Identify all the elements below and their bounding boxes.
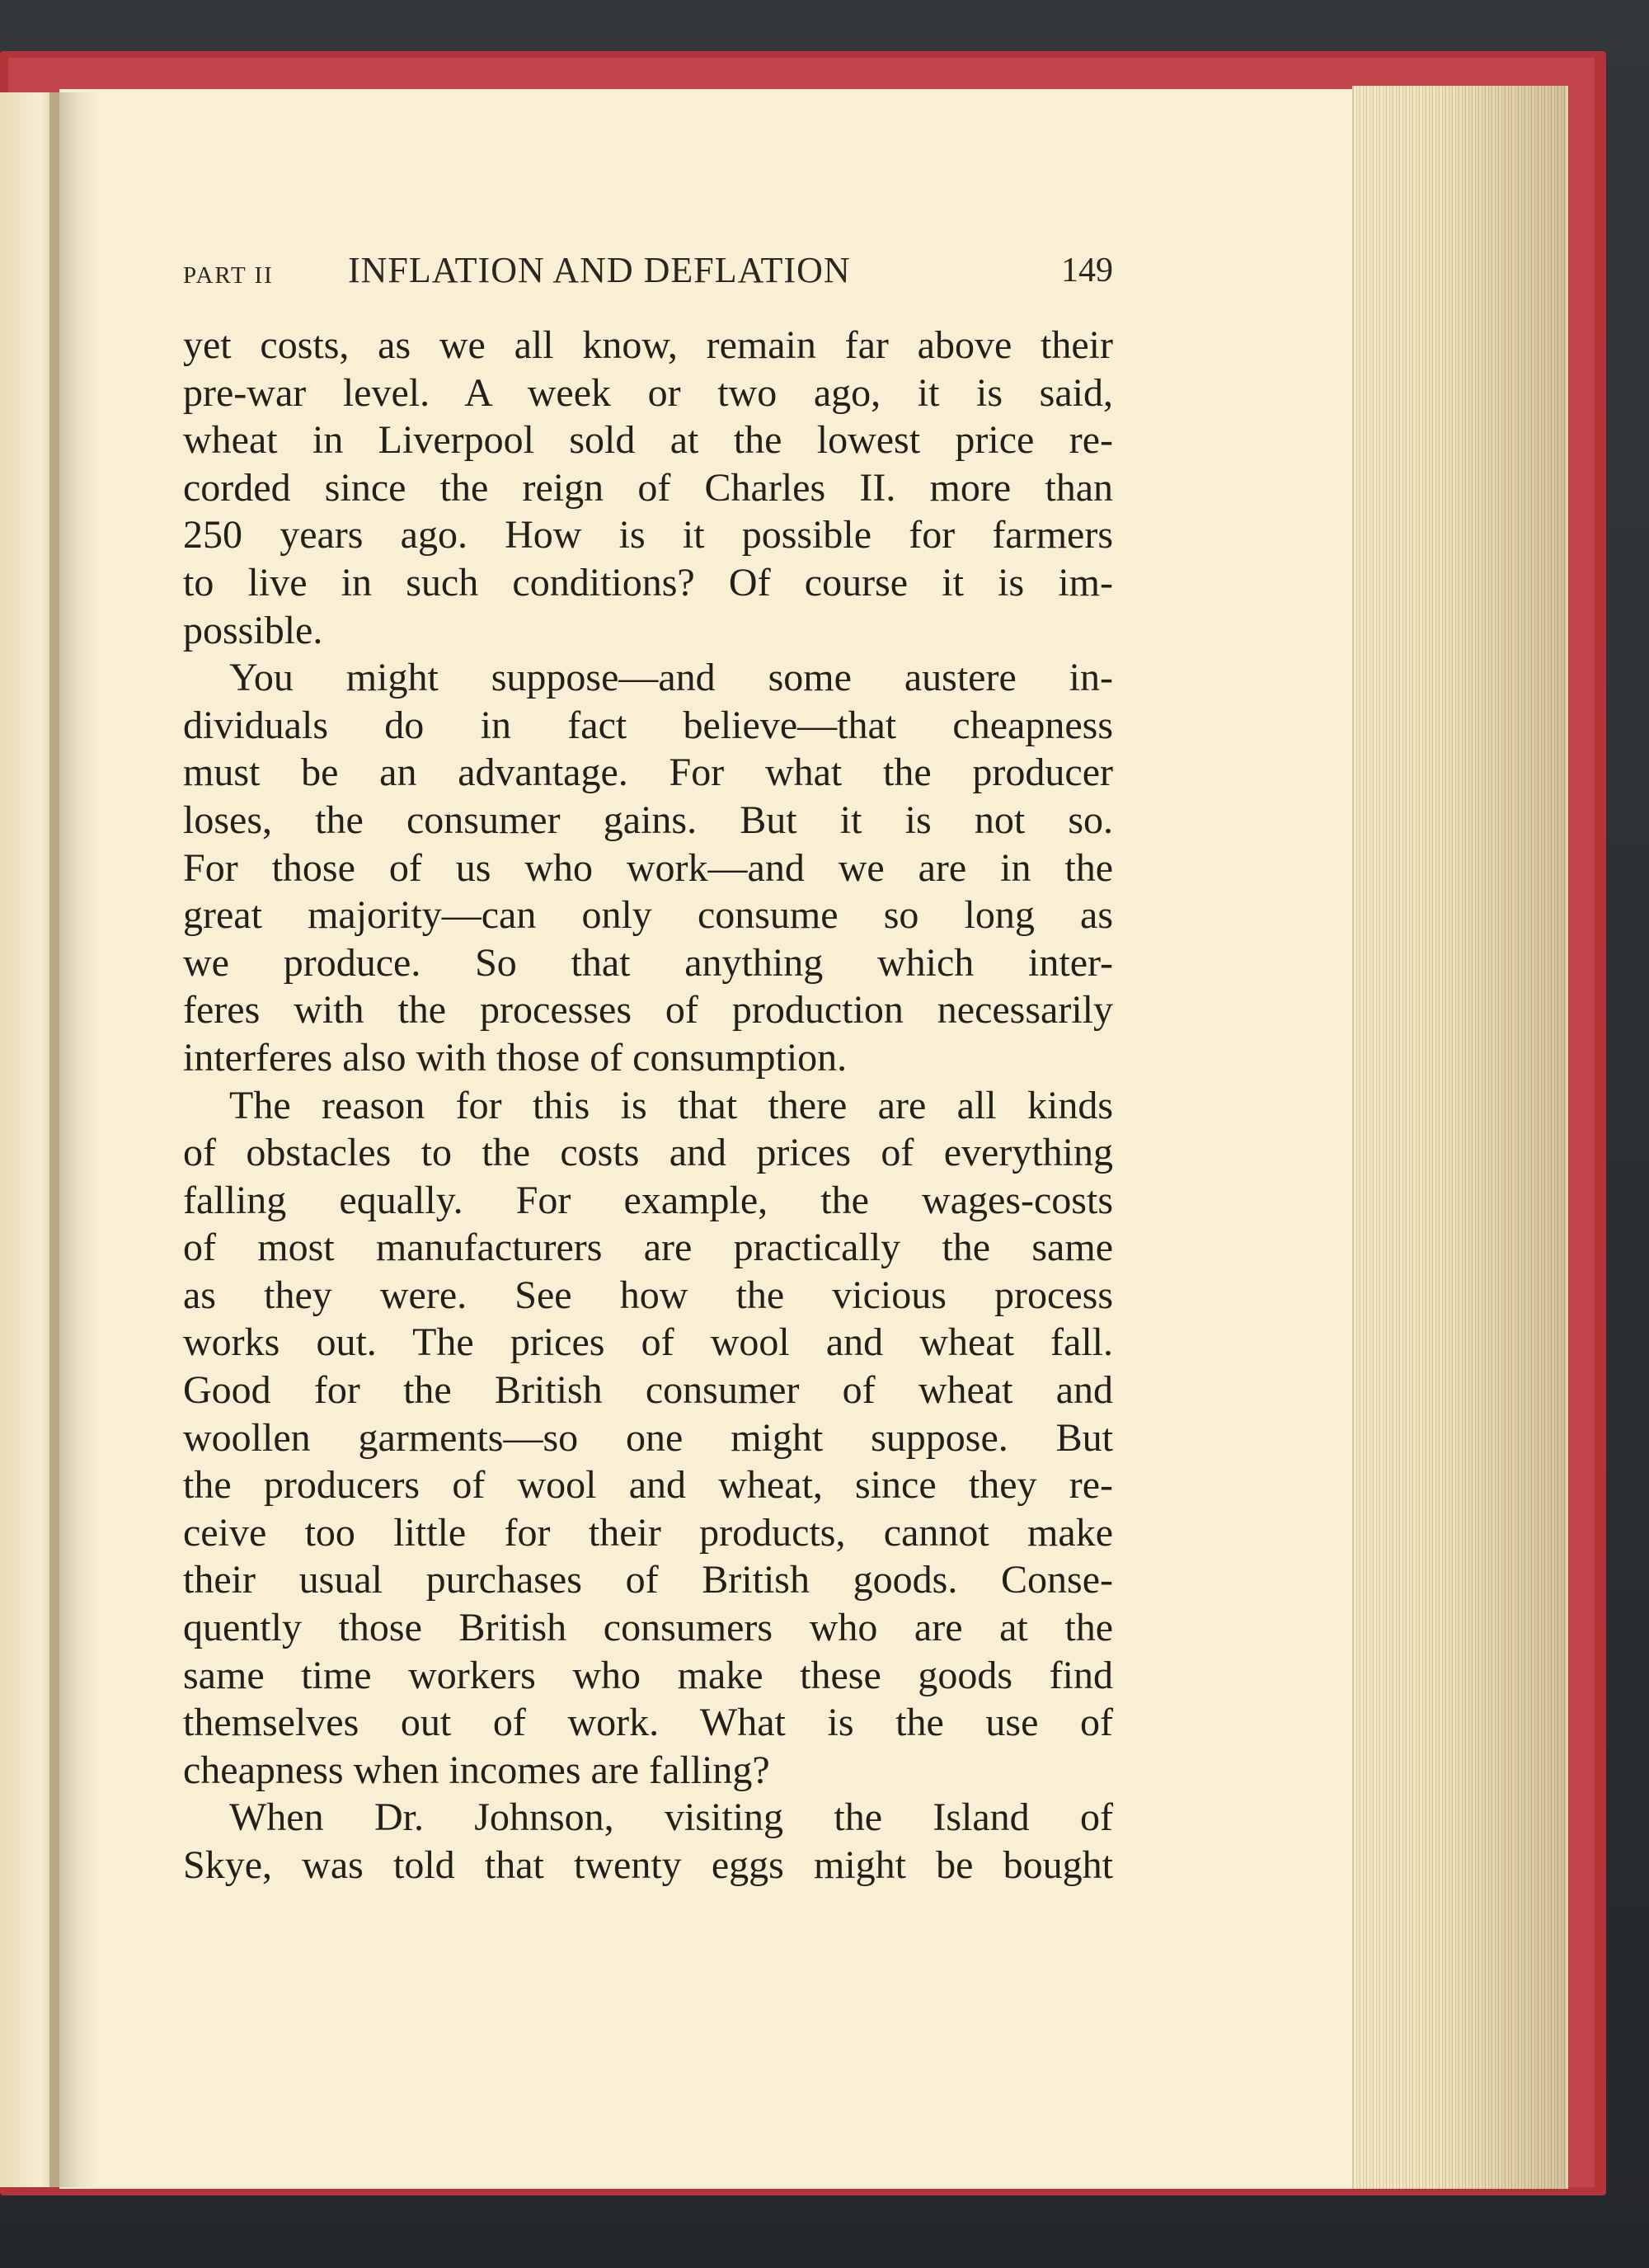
- running-head-part: PART II: [183, 262, 274, 289]
- body-text: [183, 322, 1113, 1889]
- text-line: pre-war level. A week or two ago, it is said,: [183, 370, 1113, 415]
- text-line: When Dr. Johnson, visiting the Island of: [229, 1795, 1113, 1840]
- text-line: falling equally. For example, the wages-costs: [183, 1178, 1113, 1222]
- paragraph: [183, 1794, 1113, 1889]
- page-number: 149: [1061, 252, 1113, 289]
- text-line: wheat in Liverpool sold at the lowest price re-: [183, 418, 1113, 463]
- text-line: yet costs, as we all know, remain far above their: [183, 323, 1113, 367]
- text-line: the producers of wool and wheat, since they re-: [183, 1463, 1113, 1508]
- text-line: works out. The prices of wool and wheat fall.: [183, 1320, 1113, 1365]
- text-line: You might suppose—and some austere in-: [229, 656, 1113, 700]
- text-line: of obstacles to the costs and prices of everything: [183, 1131, 1113, 1175]
- text-line: For those of us who work—and we are in the: [183, 845, 1113, 890]
- text-line: dividuals do in fact believe—that cheapness: [183, 703, 1113, 747]
- text-line: interferes also with those of consumption.: [183, 1035, 848, 1080]
- text-line: feres with the processes of production necessarily: [183, 988, 1113, 1033]
- text-line: we produce. So that anything which inter-: [183, 940, 1113, 985]
- text-line: The reason for this is that there are all kinds: [229, 1083, 1113, 1127]
- text-line: woollen garments—so one might suppose. But: [183, 1415, 1113, 1460]
- text-line: of most manufacturers are practically the same: [183, 1226, 1113, 1270]
- text-line: must be an advantage. For what the producer: [183, 751, 1113, 795]
- running-head: [183, 247, 1113, 297]
- paragraph: [183, 322, 1113, 654]
- text-line: Good for the British consumer of wheat and: [183, 1368, 1113, 1413]
- gutter-shadow: [49, 92, 99, 2187]
- text-line: Skye, was told that twenty eggs might be bought: [183, 1843, 1113, 1887]
- paragraph: [183, 654, 1113, 1081]
- text-line: possible.: [183, 608, 323, 652]
- text-line: loses, the consumer gains. But it is not so.: [183, 798, 1113, 842]
- text-line: same time workers who make these goods find: [183, 1653, 1113, 1697]
- text-line: 250 years ago. How is it possible for farmers: [183, 513, 1113, 558]
- text-line: cheapness when incomes are falling?: [183, 1748, 770, 1792]
- page-fore-edge-shade: [1352, 86, 1567, 2189]
- text-line: ceive too little for their products, cannot make: [183, 1510, 1113, 1555]
- paragraph: [183, 1082, 1113, 1795]
- text-line: quently those British consumers who are at the: [183, 1606, 1113, 1650]
- text-line: to live in such conditions? Of course it is im-: [183, 560, 1113, 605]
- text-line: great majority—can only consume so long as: [183, 893, 1113, 938]
- text-line: as they were. See how the vicious process: [183, 1273, 1113, 1317]
- text-line: their usual purchases of British goods. Conse-: [183, 1558, 1113, 1602]
- text-line: themselves out of work. What is the use of: [183, 1701, 1113, 1745]
- text-line: corded since the reign of Charles II. more than: [183, 465, 1113, 510]
- running-head-title: INFLATION AND DEFLATION: [348, 250, 851, 290]
